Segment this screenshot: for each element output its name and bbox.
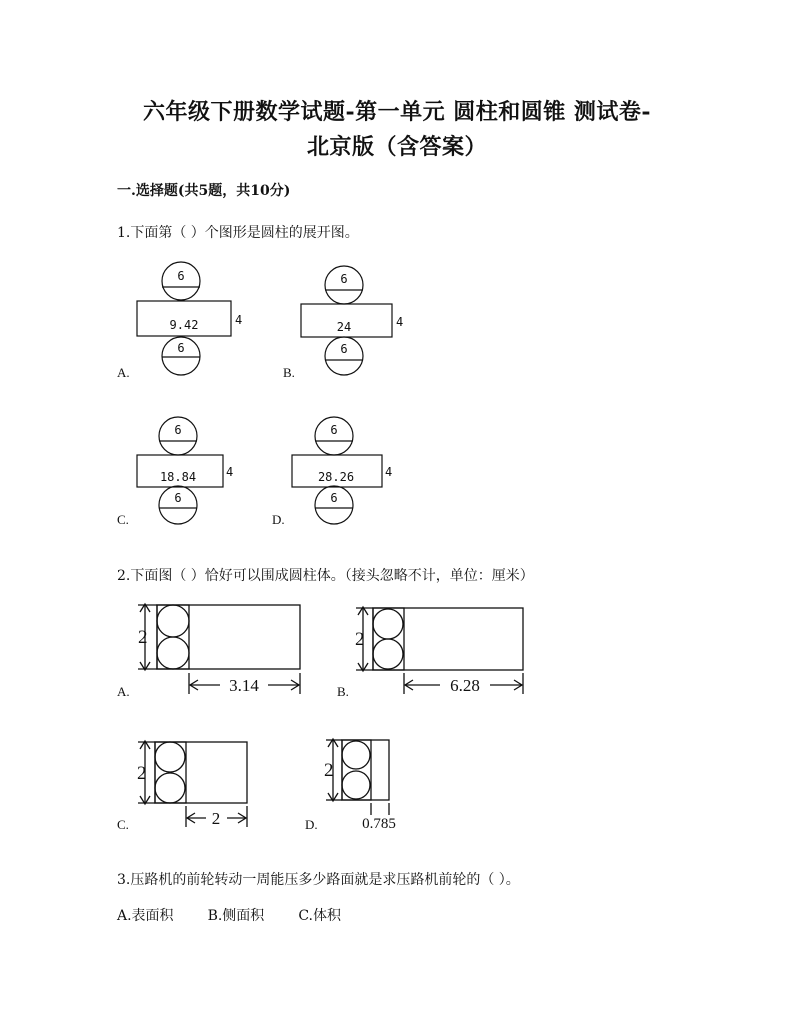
q1-option-c-figure bbox=[137, 417, 233, 524]
q1-option-a-figure bbox=[137, 262, 242, 375]
q3-option-a: A.表面积 bbox=[117, 908, 174, 924]
base-circle bbox=[157, 637, 189, 669]
net-rectangle bbox=[157, 605, 300, 669]
q1-option-a-letter: A. bbox=[117, 365, 130, 380]
q2-option-a-letter: A. bbox=[117, 684, 130, 699]
base-circle bbox=[155, 773, 185, 803]
bottom-circle-label: 6 bbox=[174, 491, 182, 505]
q3-option-b: B.侧面积 bbox=[207, 908, 265, 924]
top-circle-label: 6 bbox=[174, 423, 182, 437]
base-circle bbox=[157, 605, 189, 637]
q2-option-c-letter: C. bbox=[117, 817, 129, 832]
bottom-circle-label: 6 bbox=[340, 342, 348, 356]
height-label: 2 bbox=[324, 760, 334, 781]
rectangle-length-label: 18.84 bbox=[159, 470, 197, 484]
rectangle-height-label: 4 bbox=[235, 313, 243, 327]
q2-option-d-figure bbox=[324, 739, 396, 832]
base-circle bbox=[373, 609, 403, 639]
base-circle bbox=[342, 741, 370, 769]
base-circle bbox=[155, 742, 185, 772]
q1-option-c-letter: C. bbox=[117, 512, 129, 527]
width-label: 3.14 bbox=[229, 676, 259, 695]
bottom-circle-label: 6 bbox=[330, 491, 338, 505]
rectangle-length-label: 9.42 bbox=[169, 318, 199, 332]
question-3-text: 3.压路机的前轮转动一周能压多少路面就是求压路机前轮的（ ）。 bbox=[117, 872, 520, 888]
section-heading: 一.选择题(共5题，共10分) bbox=[117, 183, 291, 199]
page-title-line2: 北京版（含答案） bbox=[306, 134, 487, 160]
base-circle bbox=[342, 771, 370, 799]
page-title-line1: 六年级下册数学试题-第一单元 圆柱和圆锥 测试卷- bbox=[142, 99, 652, 125]
question-3-options bbox=[117, 905, 341, 925]
rectangle-height-label: 4 bbox=[385, 465, 393, 479]
net-rectangle bbox=[342, 740, 389, 800]
height-label: 2 bbox=[137, 763, 147, 784]
q2-option-c-figure bbox=[137, 741, 247, 828]
width-label: 2 bbox=[211, 809, 221, 828]
width-label: 0.785 bbox=[362, 816, 396, 832]
q1-option-d-figure bbox=[292, 417, 392, 524]
q1-option-b-figure bbox=[301, 266, 403, 375]
question-2-text: 2.下面图（ ）恰好可以围成圆柱体。（接头忽略不计，单位：厘米） bbox=[117, 568, 534, 584]
height-label: 2 bbox=[138, 627, 148, 648]
width-label: 6.28 bbox=[450, 676, 480, 695]
question-1-text: 1.下面第（ ）个图形是圆柱的展开图。 bbox=[117, 225, 359, 241]
q2-option-b-letter: B. bbox=[337, 684, 349, 699]
net-rectangle bbox=[373, 608, 523, 670]
rectangle-height-label: 4 bbox=[226, 465, 234, 479]
top-circle-label: 6 bbox=[177, 269, 185, 283]
rectangle-length-label: 28.26 bbox=[317, 470, 355, 484]
q2-option-d-letter: D. bbox=[305, 817, 318, 832]
circle-column bbox=[342, 740, 371, 800]
top-circle-label: 6 bbox=[340, 272, 348, 286]
base-circle bbox=[373, 639, 403, 669]
q2-option-a-figure bbox=[138, 604, 300, 695]
bottom-circle-label: 6 bbox=[177, 341, 185, 355]
q3-option-c: C.体积 bbox=[298, 908, 341, 924]
q1-option-d-letter: D. bbox=[272, 512, 285, 527]
top-circle-label: 6 bbox=[330, 423, 338, 437]
q2-option-b-figure bbox=[355, 607, 523, 695]
rectangle-height-label: 4 bbox=[396, 315, 404, 329]
q1-option-b-letter: B. bbox=[283, 365, 295, 380]
rectangle-length-label: 24 bbox=[336, 320, 352, 334]
height-label: 2 bbox=[355, 629, 365, 650]
